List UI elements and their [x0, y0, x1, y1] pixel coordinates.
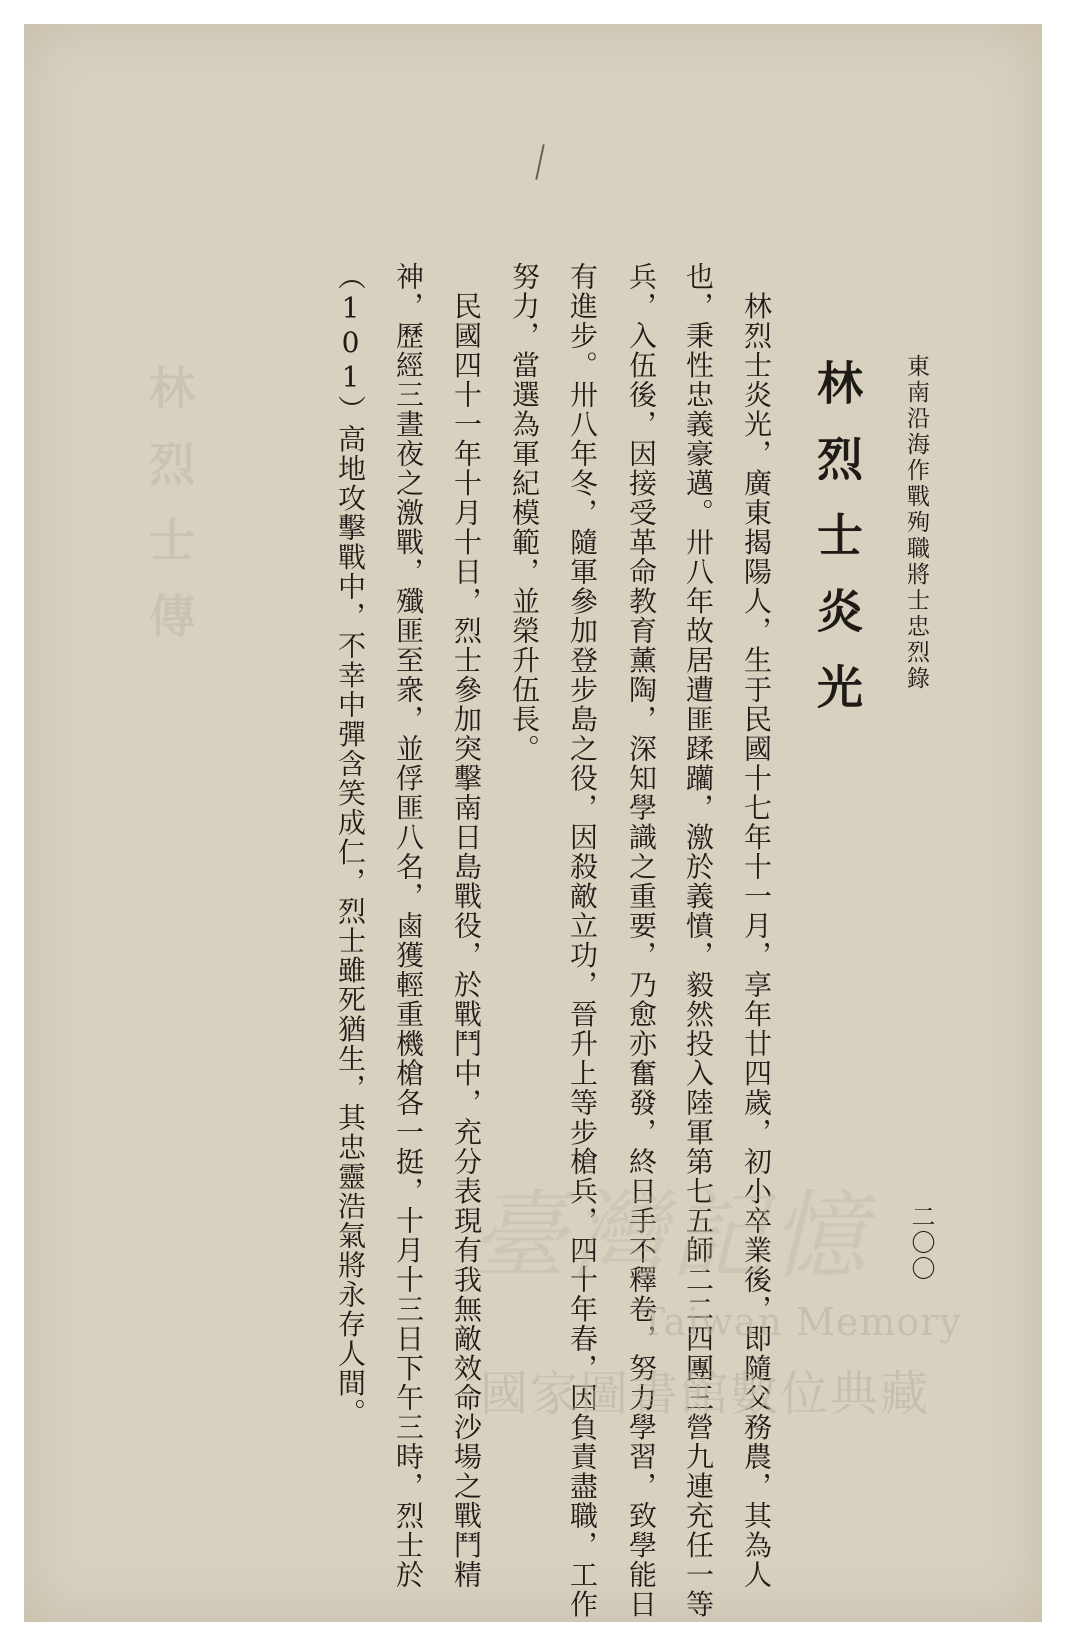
watermark-calligraphy: 臺灣記憶	[470, 1180, 870, 1292]
body-line: 林烈士炎光，廣東揭陽人，生于民國十七年十一月，享年廿四歲，初小卒業後，即隨父務農，其為人	[740, 262, 773, 1590]
running-header: 東南沿海作戰殉職將士忠烈錄	[903, 354, 929, 692]
ink-mark	[535, 144, 544, 180]
body-line: 努力，當選為軍紀模範，並榮升伍長。	[508, 262, 541, 764]
body-line: 也，秉性忠義豪邁。卅八年故居遭匪蹂躪，激於義憤，毅然投入陸軍第七五師二二四團三營九連充任一等	[682, 262, 715, 1619]
body-line: （101）高地攻擊戰中，不幸中彈含笑成仁，烈士雖死猶生，其忠靈浩氣將永存人間。	[334, 262, 367, 1428]
body-line: 有進步。卅八年冬，隨軍參加登步島之役，因殺敵立功，晉升上等步槍兵，四十年春，因負責盡職，工作	[566, 262, 599, 1619]
body-line: 兵，入伍後，因接受革命教育薰陶，深知學識之重要，乃愈亦奮發，終日手不釋卷，努力學習，致學能日	[625, 262, 658, 1619]
page-number: 二〇〇	[907, 1204, 935, 1282]
body-line: 神，歷經三晝夜之激戰，殲匪至衆，並俘匪八名，鹵獲輕重機槍各一挺，十月十三日下午三時，烈士於	[392, 262, 425, 1590]
bleed-through-text: 林烈士傳	[142, 364, 196, 668]
watermark-english: Taiwan Memory	[640, 1300, 962, 1344]
article-title: 林烈士炎光	[810, 359, 864, 739]
watermark-library: 國家圖書館數位典藏	[480, 1366, 931, 1422]
body-line: 民國四十一年十月十日，烈士參加突擊南日島戰役，於戰鬥中，充分表現有我無敵效命沙場之戰鬥精	[450, 262, 483, 1590]
